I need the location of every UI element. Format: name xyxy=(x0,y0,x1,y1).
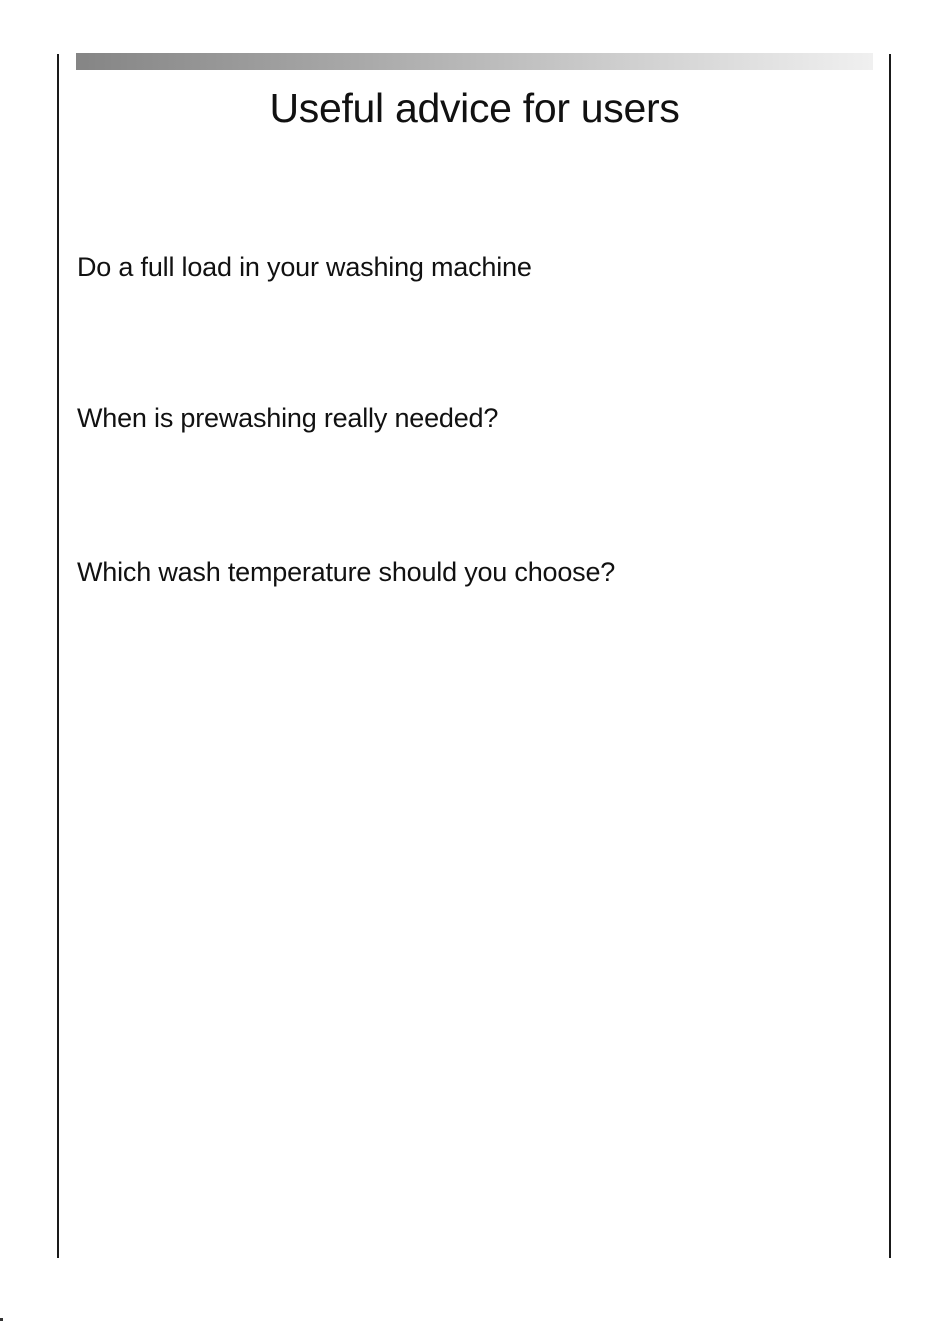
corner-mark xyxy=(0,1318,3,1321)
section-heading-prewashing: When is prewashing really needed? xyxy=(77,403,499,433)
page-border-left xyxy=(57,54,59,1258)
section-heading-full-load: Do a full load in your washing machine xyxy=(77,252,532,282)
header-gradient-bar xyxy=(76,53,873,70)
page-title: Useful advice for users xyxy=(269,85,680,131)
section-heading-wash-temperature: Which wash temperature should you choose? xyxy=(77,557,616,587)
page-border-right xyxy=(889,54,891,1258)
